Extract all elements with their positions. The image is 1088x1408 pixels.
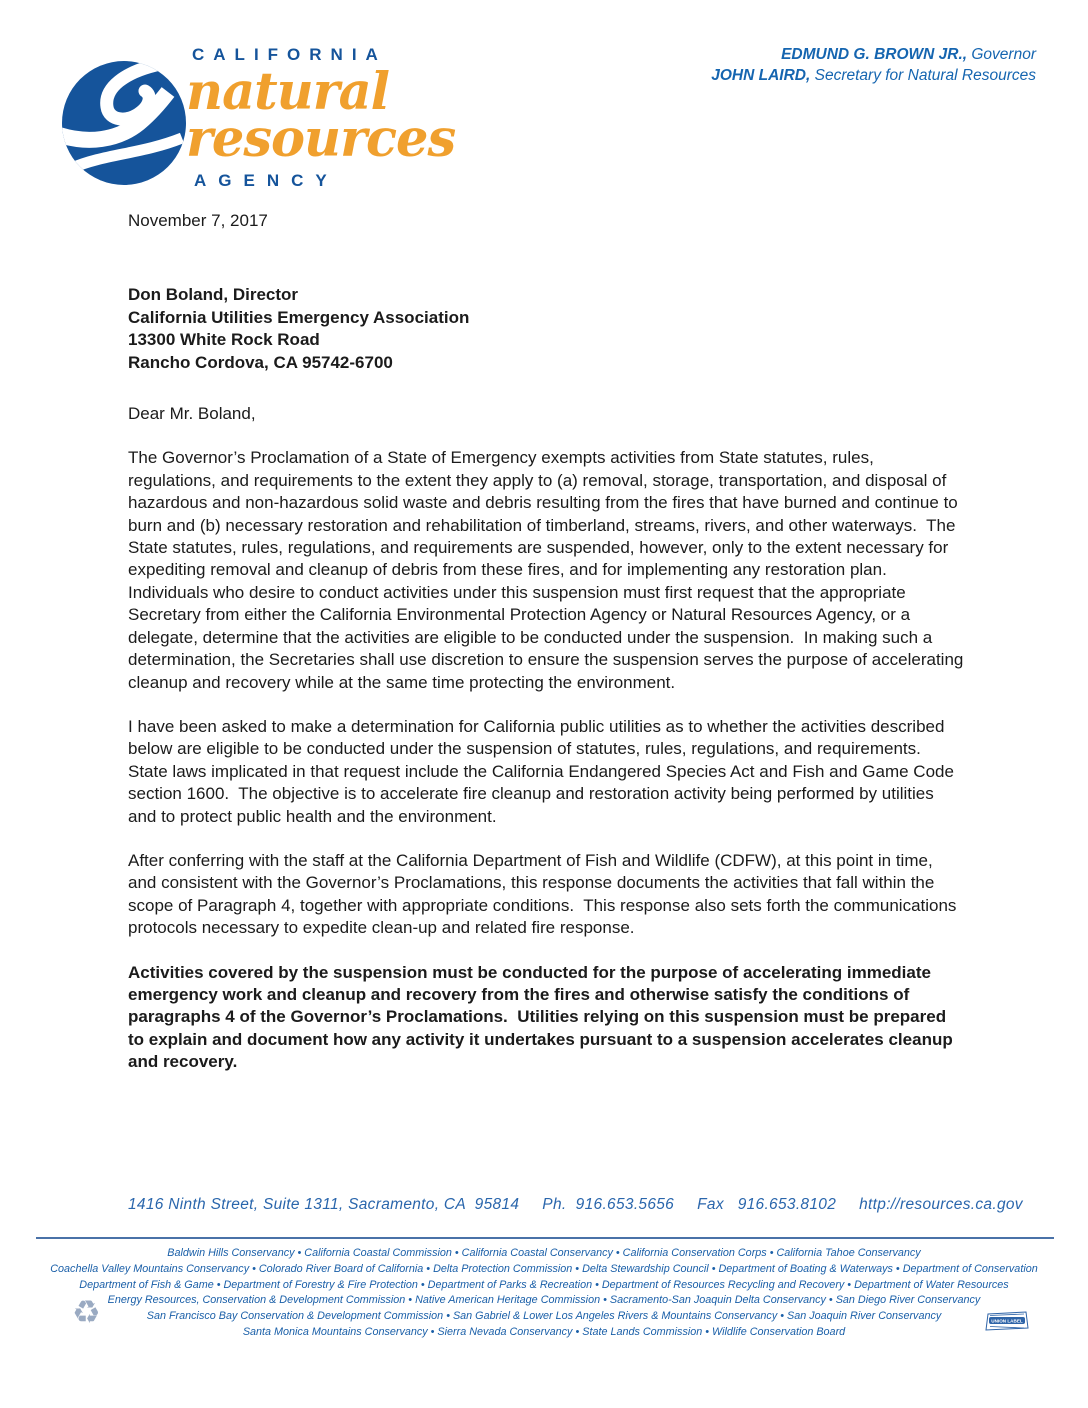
agency-line: Santa Monica Mountains Conservancy • Sierra Nevada Conservancy • State Lands Commission • Wildlife Conservation Board bbox=[242, 1325, 846, 1338]
cnra-logo-wordmark bbox=[186, 46, 455, 189]
logo-word-resources: resources bbox=[186, 108, 456, 169]
agency-line: Department of Fish & Game • Department of Forestry & Fire Protection • Department of Parks & Recreation • Department of Resources Recycling and Recovery • Department of Water Resources bbox=[79, 1278, 1009, 1291]
footer-agency-list bbox=[0, 1246, 1088, 1341]
svg-text:UNION LABEL: UNION LABEL bbox=[991, 1318, 1023, 1324]
paragraph-3: After conferring with the staff at the California Department of Fish and Wildlife (CDFW), at this point in time, and consistent with the Governor’s Proclamations, this response documents the activities that fall within the scope of Paragraph 4, together with appropriate conditions. This response also sets forth the communications protocols necessary to expedite clean-up and related fire response. bbox=[128, 850, 962, 938]
logo-word-agency: AGENCY bbox=[194, 170, 339, 190]
salutation: Dear Mr. Boland, bbox=[128, 404, 256, 424]
governor-name: EDMUND G. BROWN JR., bbox=[781, 46, 968, 63]
union-label-icon bbox=[984, 1306, 1030, 1339]
footer-divider bbox=[36, 1237, 1054, 1239]
governor-role: Governor bbox=[971, 46, 1036, 63]
recipient-city: Rancho Cordova, CA 95742-6700 bbox=[128, 352, 393, 372]
paragraph-1: The Governor’s Proclamation of a State of Emergency exempts activities from State statutes, rules, regulations, and requirements to the extent they apply to (a) removal, storage, transportation, and disposal of hazardous and non-hazardous solid waste and debris resulting from the fires that have burned and continue to burn and (b) necessary restoration and rehabilitation of timberland, streams, rivers, and other waterways. The State statutes, rules, regulations, and requirements are suspended, however, only to the extent necessary for expediting removal and cleanup of debris from these fires, and for implementing any restoration plan. Individuals who desire to conduct activities under this suspension must first request that the appropriate Secretary from either the California Environmental Protection Agency or Natural Resources Agency, or a delegate, determine that the activities are eligible to be conducted under the suspension. In making such a determination, the Secretaries shall use discretion to ensure the suspension serves the purpose of accelerating cleanup and recovery while at the same time protecting the environment. bbox=[128, 448, 969, 692]
recipient-org: California Utilities Emergency Association bbox=[128, 307, 470, 327]
secretary-line bbox=[711, 65, 1036, 86]
recipient-name: Don Boland, Director bbox=[128, 285, 299, 305]
letter-date: November 7, 2017 bbox=[128, 211, 268, 230]
logo-word-natural: natural bbox=[186, 62, 390, 122]
logo-word-california: CALIFORNIA bbox=[192, 45, 387, 64]
agency-line: Energy Resources, Conservation & Development Commission • Native American Heritage Commission • Sacramento-San Joaquin Delta Conservancy • San Diego River Conservancy bbox=[107, 1294, 981, 1307]
agency-line: Baldwin Hills Conservancy • California Coastal Commission • California Coastal Conservancy • California Conservation Corps • California Tahoe Conservancy bbox=[167, 1247, 921, 1259]
secretary-name: JOHN LAIRD, bbox=[711, 67, 811, 84]
recycle-icon: ♻ bbox=[72, 1294, 101, 1330]
letter-body bbox=[128, 210, 969, 1074]
recipient-street: 13300 White Rock Road bbox=[128, 330, 320, 350]
secretary-role: Secretary for Natural Resources bbox=[814, 67, 1036, 84]
paragraph-2: I have been asked to make a determination for California public utilities as to whether the activities described below are eligible to be conducted under the suspension of statutes, rules, regulations, and requirements. State laws implicated in that request include the California Endangered Species Act and Fish and Game Code section 1600. The objective is to accelerate fire cleanup and restoration activity being performed by utilities and to protect public health and the environment. bbox=[128, 716, 959, 826]
paragraph-4-bold: Activities covered by the suspension must be conducted for the purpose of accelerating immediate emergency work and cleanup and recovery from the fires and otherwise satisfy the conditions of paragraphs 4 of the Governor’s Proclamations. Utilities relying on this suspension must be prepared to explain and document how any activity it undertakes pursuant to a suspension accelerates cleanup and recovery. bbox=[128, 962, 958, 1072]
cnra-logo-icon bbox=[60, 50, 196, 196]
recipient-block bbox=[128, 284, 964, 374]
agency-line: Coachella Valley Mountains Conservancy • Colorado River Board of California • Delta Protection Commission • Delta Stewardship Council • Department of Boating & Waterways • Department of Conservation bbox=[50, 1262, 1038, 1275]
officials-block bbox=[711, 44, 1036, 86]
agency-line: San Francisco Bay Conservation & Development Commission • San Gabriel & Lower Los Angeles Rivers & Mountains Conservancy • San Joaquin River Conservancy bbox=[146, 1310, 942, 1323]
footer-contact: 1416 Ninth Street, Suite 1311, Sacramento, CA 95814 Ph. 916.653.5656 Fax 916.653.8102 http://resources.ca.gov bbox=[128, 1196, 1023, 1213]
governor-line bbox=[711, 44, 1036, 65]
